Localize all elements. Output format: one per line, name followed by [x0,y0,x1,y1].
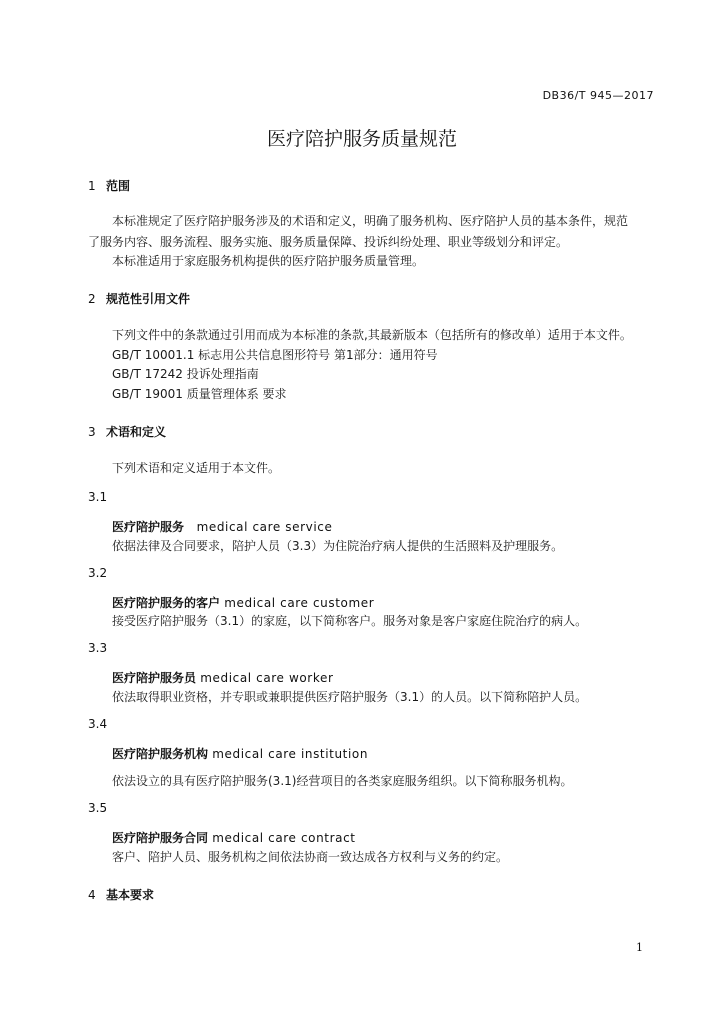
term-en: medical care contract [212,831,356,845]
section-number: 1 [88,179,96,193]
term-en: medical care institution [212,747,369,761]
section-4-heading [88,886,154,903]
term-heading [112,669,333,686]
term-heading [112,745,368,762]
reference-item: GB/T 10001.1 标志用公共信息图形符号 第1部分：通用符号 [112,348,438,362]
term-definition: 依法取得职业资格，并专职或兼职提供医疗陪护服务（3.1）的人员。以下简称陪护人员。 [112,690,588,704]
term-en: medical care service [196,520,333,534]
term-heading [112,829,356,846]
section-title: 规范性引用文件 [106,292,191,306]
term-zh: 医疗陪护服务机构 [112,747,209,761]
term-heading [112,518,333,535]
term-zh: 医疗陪护服务 [112,520,185,534]
term-zh: 医疗陪护服务合同 [112,831,209,845]
term-heading [112,594,374,611]
paragraph-line: 本标准规定了医疗陪护服务涉及的术语和定义，明确了服务机构、医疗陪护人员的基本条件，规范 [112,214,629,228]
section-2-heading [88,290,190,307]
term-definition: 客户、陪护人员、服务机构之间依法协商一致达成各方权利与义务的约定。 [112,850,509,864]
term-definition: 依据法律及合同要求，陪护人员（3.3）为住院治疗病人提供的生活照料及护理服务。 [112,539,564,553]
page-number: 1 [636,941,643,954]
section-title: 术语和定义 [106,425,167,439]
term-zh: 医疗陪护服务员 [112,671,197,685]
document-title: 医疗陪护服务质量规范 [266,128,457,150]
paragraph-line: 了服务内容、服务流程、服务实施、服务质量保障、投诉纠纷处理、职业等级划分和评定。 [88,235,569,249]
term-en: medical care customer [224,596,375,610]
section-number: 4 [88,888,96,902]
paragraph-line: 本标准适用于家庭服务机构提供的医疗陪护服务质量管理。 [112,254,425,268]
term-zh: 医疗陪护服务的客户 [112,596,221,610]
term-number: 3.4 [88,717,108,731]
section-3-heading [88,423,166,440]
standard-number: DB36/T 945—2017 [542,89,654,102]
term-number: 3.1 [88,490,108,504]
term-number: 3.2 [88,566,108,580]
term-definition: 接受医疗陪护服务（3.1）的家庭，以下简称客户。服务对象是客户家庭住院治疗的病人。 [112,614,588,628]
term-number: 3.3 [88,641,108,655]
section-number: 3 [88,425,96,439]
term-number: 3.5 [88,801,108,815]
section-title: 范围 [106,179,131,193]
term-definition: 依法设立的具有医疗陪护服务(3.1)经营项目的各类家庭服务组织。以下简称服务机构。 [112,774,573,788]
section-1-heading [88,177,130,194]
section-title: 基本要求 [106,888,155,902]
paragraph-line: 下列文件中的条款通过引用而成为本标准的条款,其最新版本（包括所有的修改单）适用于本文件。 [112,328,632,342]
term-en: medical care worker [200,671,334,685]
paragraph-line: 下列术语和定义适用于本文件。 [112,461,281,475]
reference-item: GB/T 17242 投诉处理指南 [112,367,259,381]
reference-item: GB/T 19001 质量管理体系 要求 [112,387,287,401]
section-number: 2 [88,292,96,306]
